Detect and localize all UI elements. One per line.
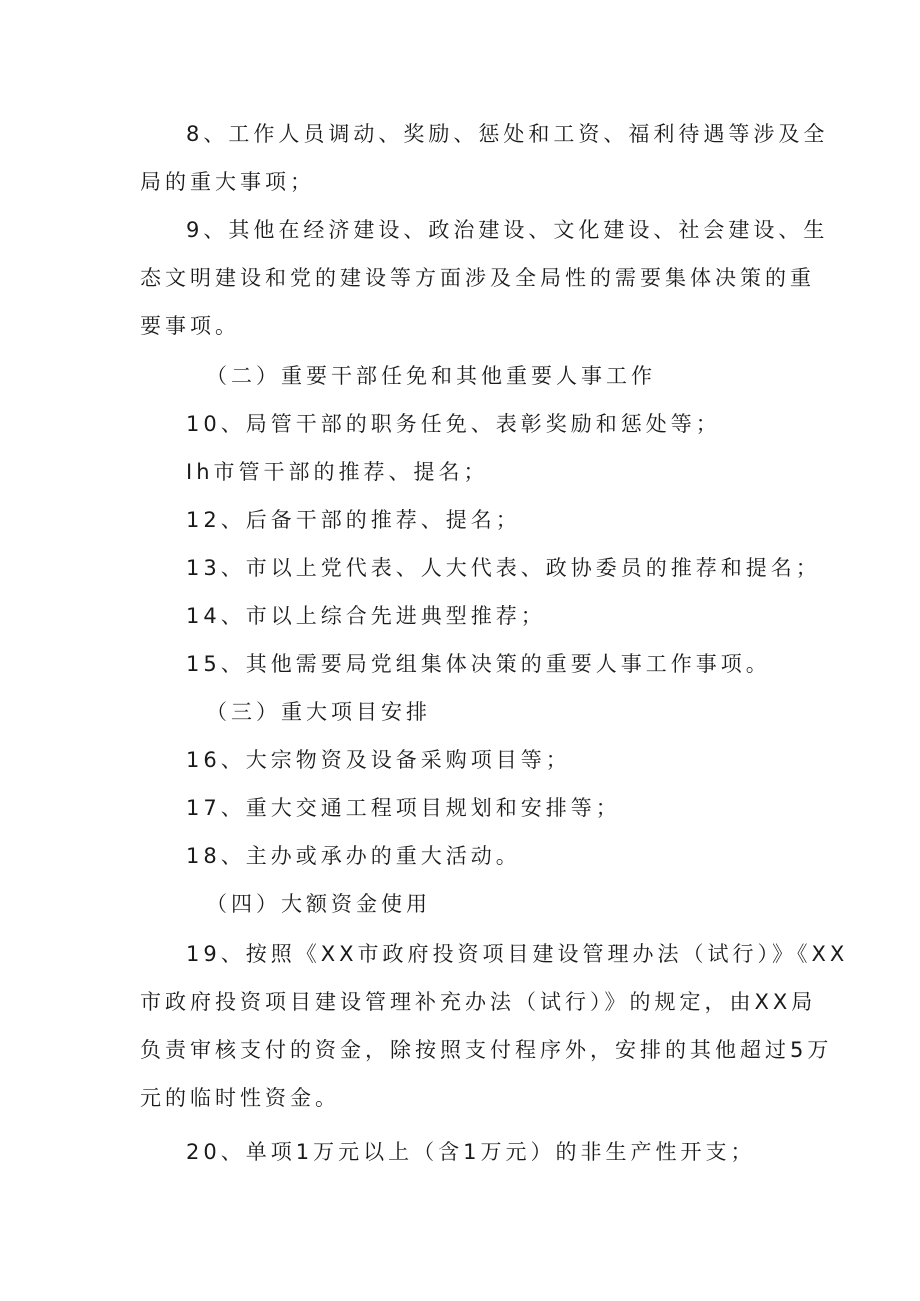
item-9-line-2: 态文明建设和党的建设等方面涉及全局性的需要集体决策的重 — [140, 266, 815, 290]
item-19-line-2: 市政府投资项目建设管理补充办法（试行）》的规定，由XX局 — [140, 990, 817, 1014]
item-17: 17、重大交通工程项目规划和安排等； — [186, 796, 621, 820]
item-13: 13、市以上党代表、人大代表、政协委员的推荐和提名； — [186, 556, 821, 580]
item-18: 18、主办或承办的重大活动。 — [186, 844, 521, 868]
item-8-line-2: 局的重大事项； — [140, 170, 315, 194]
item-14: 14、市以上综合先进典型推荐； — [186, 604, 546, 628]
item-12: 12、后备干部的推荐、提名； — [186, 508, 521, 532]
section-3-heading: （三）重大项目安排 — [206, 700, 431, 724]
item-20: 20、单项1万元以上（含1万元）的非生产性开支； — [186, 1140, 756, 1164]
item-19-line-3: 负责审核支付的资金，除按照支付程序外，安排的其他超过5万 — [140, 1038, 833, 1062]
section-4-heading: （四）大额资金使用 — [206, 892, 431, 916]
item-16: 16、大宗物资及设备采购项目等； — [186, 748, 571, 772]
item-9-line-3: 要事项。 — [140, 314, 240, 338]
item-8-line-1: 8、工作人员调动、奖励、惩处和工资、福利待遇等涉及全 — [186, 122, 829, 146]
item-11: Ih市管干部的推荐、提名； — [186, 460, 489, 484]
item-9-line-1: 9、其他在经济建设、政治建设、文化建设、社会建设、生 — [186, 218, 829, 242]
item-19-line-1: 19、按照《XX市政府投资项目建设管理办法（试行）》《XX — [186, 942, 849, 966]
item-15: 15、其他需要局党组集体决策的重要人事工作事项。 — [186, 652, 771, 676]
item-19-line-4: 元的临时性资金。 — [140, 1086, 340, 1110]
item-10: 10、局管干部的职务任免、表彰奖励和惩处等； — [186, 412, 721, 436]
section-2-heading: （二）重要干部任免和其他重要人事工作 — [206, 364, 656, 388]
